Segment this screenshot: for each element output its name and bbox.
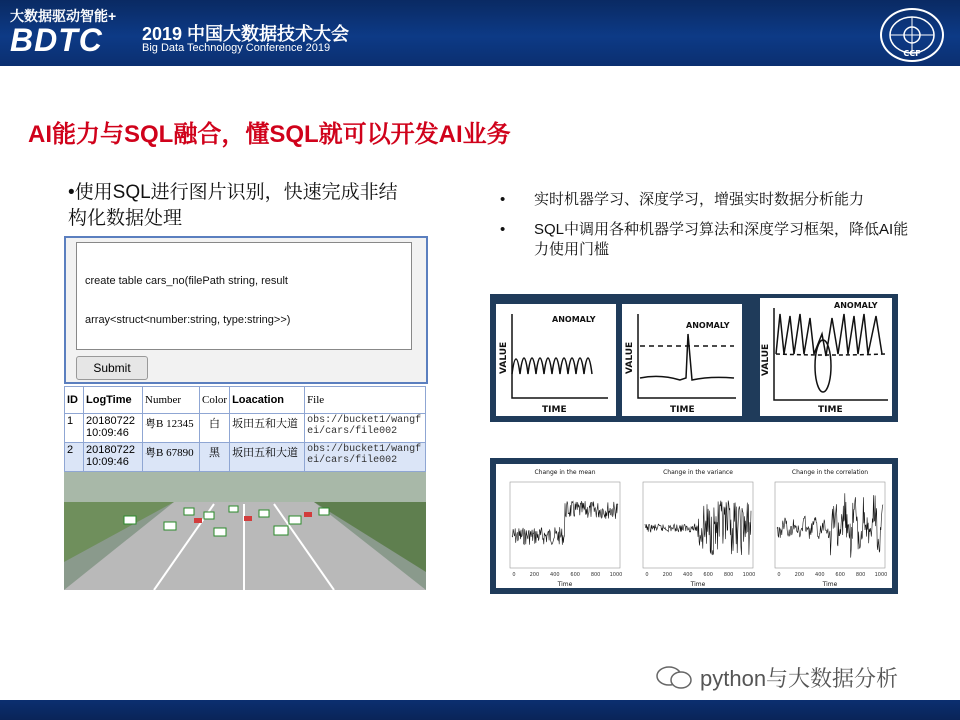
chart-title: Change in the correlation (791, 469, 869, 476)
chart-title: Change in the variance (663, 469, 733, 476)
x-tick-label: 800 (590, 572, 601, 578)
x-tick-label: 800 (855, 572, 866, 578)
anomaly-charts-panel (490, 294, 898, 422)
chart-xlabel: Time (557, 581, 573, 588)
xaxis-label: TIME (542, 405, 567, 415)
cell-location: 坂田五和大道 (230, 443, 305, 472)
cell-logtime: 20180722 10:09:46 (84, 443, 143, 472)
cell-file: obs://bucket1/wangfei/cars/file002 (305, 443, 426, 472)
x-tick-label: 1000 (874, 572, 888, 578)
anomaly-sketches (490, 294, 898, 422)
cell-number: 粤B 67890 (143, 443, 200, 472)
right-bullet-item (500, 220, 920, 260)
sql-line: create table cars_no(filePath string, result (85, 275, 288, 287)
cell-logtime: 20180722 10:09:46 (84, 414, 143, 443)
table-row[interactable] (65, 443, 426, 472)
column-header-number: Number (143, 387, 200, 414)
x-tick-label: 800 (723, 572, 734, 578)
right-bullet-list (500, 190, 920, 270)
x-tick-label: 400 (683, 572, 693, 578)
x-tick-label: 0 (777, 572, 781, 578)
cell-file: obs://bucket1/wangfei/cars/file002 (305, 414, 426, 443)
table-header-row (65, 387, 426, 414)
sql-textarea[interactable] (76, 242, 412, 350)
x-tick-label: 200 (662, 572, 673, 578)
anomaly-label: ANOMALY (834, 301, 878, 310)
xaxis-label: TIME (670, 405, 695, 415)
x-tick-label: 600 (703, 572, 713, 578)
cell-color: 黑 (200, 443, 230, 472)
submit-button[interactable]: Submit (76, 356, 148, 380)
x-tick-label: 600 (835, 572, 845, 578)
cell-location: 坂田五和大道 (230, 414, 305, 443)
sql-editor-panel (64, 236, 428, 384)
cell-color: 白 (200, 414, 230, 443)
left-bullet-text: •使用SQL进行图片识别，快速完成非结构化数据处理 (68, 182, 398, 229)
x-tick-label: 200 (529, 572, 540, 578)
watermark-text: python与大数据分析 (700, 666, 899, 691)
x-tick-label: 1000 (742, 572, 756, 578)
bullet-text: 实时机器学习、深度学习，增强实时数据分析能力 (534, 191, 865, 208)
x-tick-label: 200 (794, 572, 805, 578)
traffic-camera-image (64, 472, 426, 590)
bullet-text: SQL中调用各种机器学习算法和深度学习框架，降低AI能力使用门槛 (534, 221, 909, 258)
xaxis-label: TIME (818, 405, 843, 415)
conference-subtitle: Big Data Technology Conference 2019 (142, 42, 331, 54)
x-tick-label: 1000 (609, 572, 623, 578)
anomaly-label: ANOMALY (552, 315, 596, 324)
column-header-logtime: LogTime (84, 387, 143, 414)
table-row[interactable] (65, 414, 426, 443)
cell-id: 1 (65, 414, 84, 443)
change-charts-panel (490, 458, 898, 594)
chart-xlabel: Time (822, 581, 838, 588)
svg-text:CCF: CCF (903, 49, 921, 58)
anomaly-label: ANOMALY (686, 321, 730, 330)
x-tick-label: 0 (512, 572, 516, 578)
chart-title: Change in the mean (534, 469, 596, 476)
column-header-id: ID (65, 387, 84, 414)
bullet-marker: • (500, 191, 506, 208)
x-tick-label: 400 (815, 572, 825, 578)
column-header-color: Color (200, 387, 230, 414)
x-tick-label: 400 (550, 572, 560, 578)
yaxis-label: VALUE (761, 343, 771, 376)
column-header-location: Loacation (230, 387, 305, 414)
right-bullet-item (500, 190, 920, 210)
column-header-file: File (305, 387, 426, 414)
conference-title: 2019 中国大数据技术大会 (142, 24, 350, 44)
bdtc-logo: BDTC (10, 22, 103, 58)
slide-title: AI能力与SQL融合，懂SQL就可以开发AI业务 (28, 121, 511, 148)
footer-bar (0, 700, 960, 720)
brand-tagline: 大数据驱动智能+ (10, 8, 117, 24)
yaxis-label: VALUE (625, 341, 635, 374)
ccf-logo-icon (880, 8, 944, 62)
sql-line: array<struct<number:string, type:string>>) (85, 314, 291, 326)
change-charts (490, 458, 898, 594)
wechat-icon (655, 664, 695, 690)
cell-number: 粤B 12345 (143, 414, 200, 443)
yaxis-label: VALUE (499, 341, 509, 374)
conference-header (0, 0, 960, 66)
cell-id: 2 (65, 443, 84, 472)
bullet-marker: • (500, 221, 506, 238)
x-tick-label: 600 (570, 572, 580, 578)
chart-xlabel: Time (690, 581, 706, 588)
x-tick-label: 0 (645, 572, 649, 578)
results-table (64, 386, 426, 472)
